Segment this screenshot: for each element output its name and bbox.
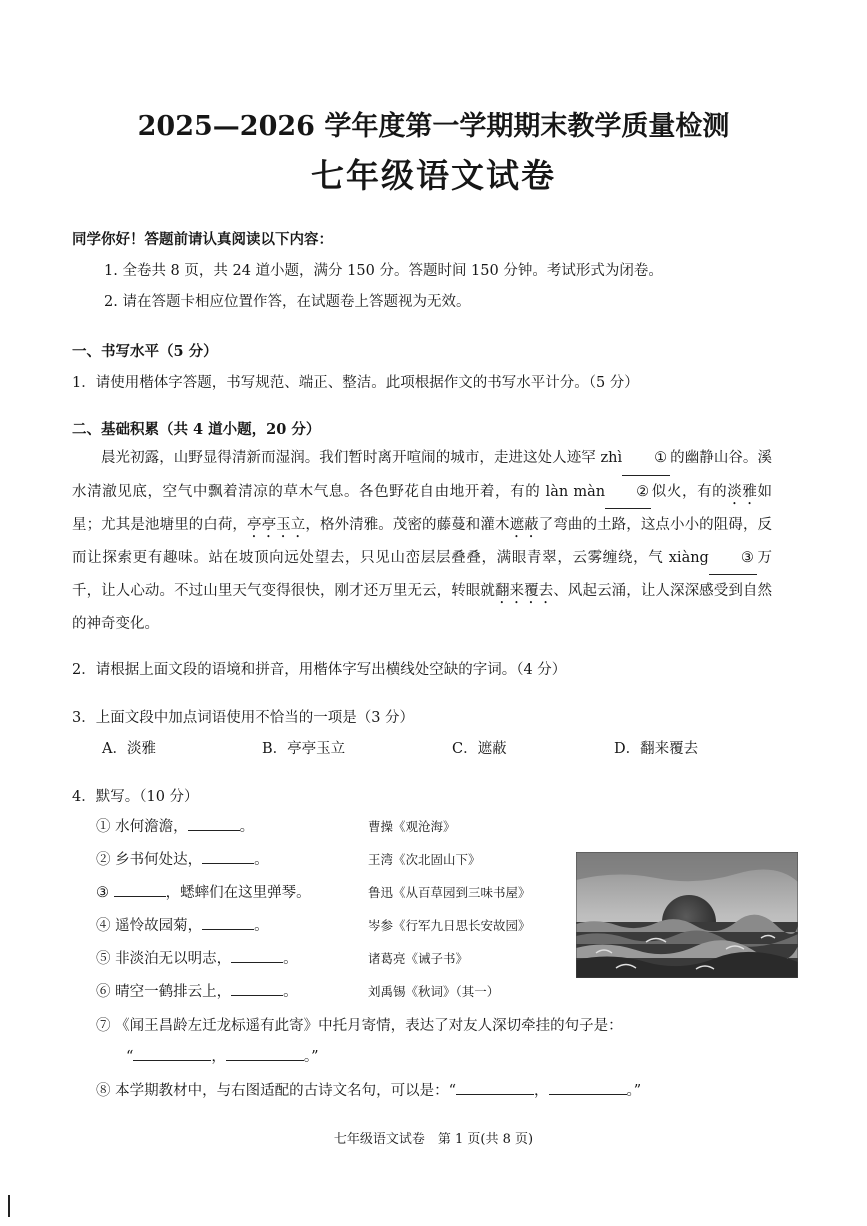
page-footer: 七年级语文试卷 第 1 页(共 8 页) [333,1132,534,1147]
dictation-item-6: ⑥ 晴空一鹤排云上， 。 [96,984,298,1000]
dotted-word-1: 淡雅 [727,483,758,500]
blank-1: ① [622,442,670,476]
dictation-source-6: 刘禹锡《秋词》（其一） [368,984,500,999]
dotted-word-2: 亭亭玉立 [247,517,306,533]
question-1: 1．请使用楷体字答题，书写规范、端正、整洁。此项根据作文的书写水平计分。（5 分） [72,375,639,391]
scan-edge-mark [8,1195,10,1217]
dictation-item-5: ⑤ 非淡泊无以明志， 。 [96,951,298,967]
answer-blank [188,830,240,831]
notice-heading: 同学你好！答题前请认真阅读以下内容： [72,231,333,248]
blank-3: ③ [709,542,757,576]
dictation-item-7-answer: “ ， 。” [126,1049,319,1065]
section2-heading: 二、基础积累（共 4 道小题，20 分） [72,421,321,438]
dotted-word-3: 遮蔽 [509,517,539,533]
answer-blank [456,1094,534,1095]
reading-passage: 晨光初露，山野显得清新而湿润。我们暂时离开喧闹的城市，走进这处人迹罕 zhì ① 的幽静山谷。溪水清澈见底，空气中飘着清凉的草木气息。各色野花自由地开着，有的 làn màn ② 似火，有的淡雅如星；尤其是池塘里的白荷，亭亭玉立，格外清雅。茂密的藤蔓和灌木遮蔽了弯曲的土路，这点小小的阻碍，反而让探索更有趣味。站在坡顶向远处望去，只见山峦层层叠叠，满眼青翠，云雾缠绕，气 xiàng ③ 万千，让人心动。不过山里天气变得很快，刚才还万里无云，转眼就翻来覆去、风起云涌，让人深深感受到自然的神奇变化。 [72,442,772,640]
question-3-stem: 3．上面文段中加点词语使用不恰当的一项是（3 分） [72,710,415,726]
answer-blank [114,896,166,897]
dictation-item-4: ④ 遥怜故园菊， 。 [96,918,269,934]
notice-item-1: 1. 全卷共 8 页，共 24 道小题，满分 150 分。答题时间 150 分钟。考试形式为闭卷。 [104,263,663,279]
answer-blank [202,929,254,930]
option-b: B．亭亭玉立 [262,741,346,757]
option-d: D．翻来覆去 [614,741,699,757]
blank-2: ② [605,476,651,510]
section1-heading: 一、书写水平（5 分） [72,343,218,360]
dotted-word-4: 翻来覆去 [494,583,554,599]
question-2: 2．请根据上面文段的语境和拼音，用楷体字写出横线处空缺的字词。（4 分） [72,662,567,678]
dictation-item-8: ⑧ 本学期教材中，与右图适配的古诗文名句，可以是：“ ， 。” [96,1083,642,1099]
answer-blank [133,1060,211,1061]
answer-blank [231,995,283,996]
option-a: A．淡雅 [102,741,156,757]
dictation-item-3: ③ ，蟋蟀们在这里弹琴。 [96,885,311,901]
dictation-source-3: 鲁迅《从百草园到三味书屋》 [368,885,531,900]
dictation-item-7: ⑦ 《闻王昌龄左迁龙标遥有此寄》中托月寄情，表达了对友人深切牵挂的句子是： [96,1018,623,1034]
question-4-stem: 4．默写。（10 分） [72,789,199,805]
exam-title-line2: 七年级语文试卷 [311,156,556,195]
dictation-source-5: 诸葛亮《诫子书》 [368,951,469,966]
exam-title-line1: 2025—2026 学年度第一学期期末教学质量检测 [137,111,730,142]
notice-item-2: 2. 请在答题卡相应位置作答，在试题卷上答题视为无效。 [104,294,471,310]
answer-blank [549,1094,627,1095]
dictation-source-4: 岑参《行军九日思长安故园》 [368,918,531,933]
dictation-item-1: ① 水何澹澹， 。 [96,819,255,835]
sea-sun-illustration [576,852,798,978]
dictation-source-1: 曹操《观沧海》 [368,819,456,834]
answer-blank [202,863,254,864]
answer-blank [231,962,283,963]
option-c: C．遮蔽 [452,741,507,757]
answer-blank [226,1060,304,1061]
dictation-source-2: 王湾《次北固山下》 [368,852,481,867]
dictation-item-2: ② 乡书何处达， 。 [96,852,269,868]
